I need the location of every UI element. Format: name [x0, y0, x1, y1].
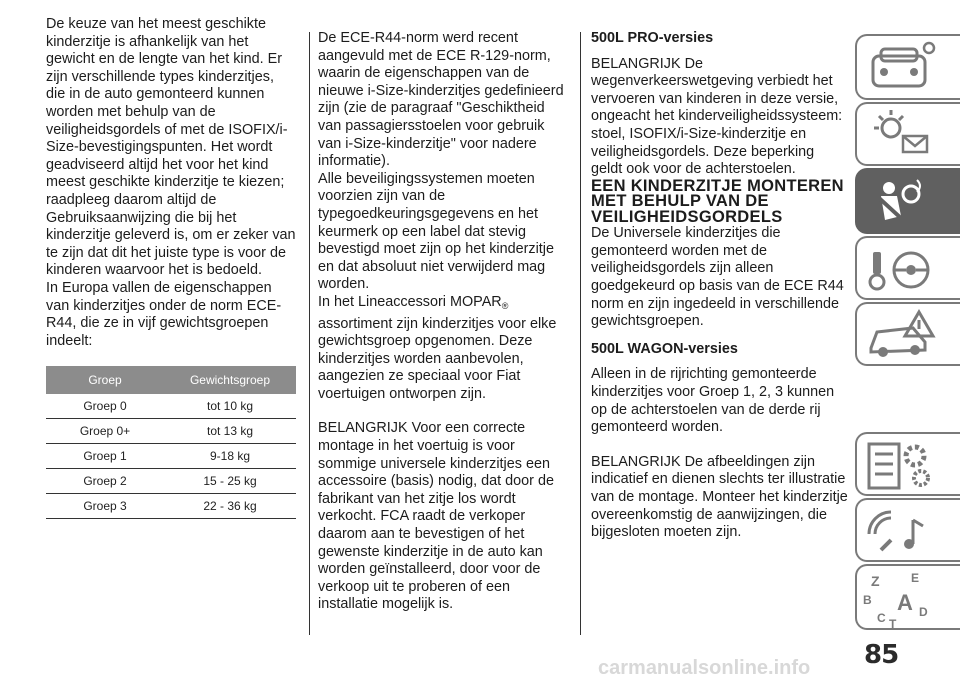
table-cell-group: Groep 0+ [46, 419, 164, 444]
car-breakdown-icon [857, 304, 960, 368]
mopar-text-continued: assortiment zijn kinderzitjes voor elke gewichtsgroep opgenomen. Deze kinderzitjes worden aanbevolen, aangezien ze speciaal voor Fiat voertuigen ontworpen zijn. [318, 315, 557, 402]
tab-index[interactable] [855, 564, 960, 630]
table-cell-weight: 9-18 kg [164, 444, 296, 469]
maintenance-checklist-icon [857, 434, 960, 498]
table-row [46, 494, 296, 519]
weight-groups-table [46, 366, 296, 519]
table-row [46, 469, 296, 494]
wagon-heading: 500L WAGON-versies [591, 340, 738, 357]
tab-maintenance[interactable] [855, 432, 960, 496]
tab-emergency[interactable] [855, 302, 960, 366]
table-row [46, 419, 296, 444]
section-heading: EEN KINDERZITJE MONTEREN MET BEHULP VAN DE VEILIGHEIDSGORDELS [591, 176, 844, 226]
label-paragraph: Alle beveiligingssystemen moeten voorzien zijn van de typegoedkeuringsgegevens en het keurmerk op een label dat stevig bevestigd moet zijn op het kinderzitje en dat absoluut niet verwijderd mag worden. [318, 170, 554, 293]
watermark: carmanualsonline.info [598, 657, 811, 679]
table-header-weight: Gewichtsgroep [164, 366, 296, 394]
table-row [46, 394, 296, 419]
key-steering-wheel-icon [857, 238, 960, 302]
important-paragraph: BELANGRIJK Voor een correcte montage in het voertuig is voor sommige universele kinderzitjes een accessoire (basis) nodig, dat door de fabrikant van het zitje los wordt verkocht. FCA raadt de verkoper daarom aan te bevestigen of het gewenste kinderzitje in de auto kan worden geïnstalleerd, door voor de verkoop uit te proberen of een installatie mogelijk is. [318, 420, 554, 613]
index-letter: E [911, 571, 920, 585]
mopar-paragraph [318, 294, 570, 404]
index-letter: D [919, 605, 928, 619]
table-header-row [46, 366, 296, 394]
pro-heading: 500L PRO-versies [591, 30, 714, 46]
table-cell-weight: 22 - 36 kg [164, 494, 296, 519]
multimedia-icon [857, 500, 960, 564]
wagon-paragraph: Alleen in de rijrichting gemonteerde kinderzitjes voor Groep 1, 2, 3 kunnen op de achterstoelen van de derde rij gemonteerd worden. [591, 366, 835, 436]
mopar-text: In het Lineaccessori MOPAR [318, 293, 502, 310]
pro-paragraph: BELANGRIJK De wegenverkeerswetgeving verbiedt het vervoeren van kinderen in deze versie, ongeacht het kinderveiligheidssysteem: stoel, ISOFIX/i-Size-kinderzitje en veiligheidsgordels. Deze beperking geldt ook voor de achterstoelen. [591, 55, 843, 178]
r129-paragraph: De ECE-R44-norm werd recent aangevuld met de ECE R-129-norm, waarin de eigenschappen van de nieuwe i-Size-kinderzitjes gedefinieerd zijn (zie de paragraaf "Geschiktheid van passagiersstoelen voor gebruik van i-Size-kinderzitje" voor nadere informatie). [318, 30, 564, 170]
index-letter: T [889, 617, 897, 631]
car-dashboard-icon [857, 36, 960, 102]
universal-paragraph: De Universele kinderzitjes die gemonteerd worden met de veiligheidsgordels zijn alleen goedgekeurd op basis van de ECE R44 norm en zijn ingedeeld in verschillende gewichtsgroepen. [591, 225, 844, 330]
page-number: 85 [864, 640, 899, 670]
column-left [46, 16, 296, 350]
table-cell-weight: tot 10 kg [164, 394, 296, 419]
tab-safety[interactable] [855, 168, 960, 234]
column-right [591, 30, 849, 542]
europe-paragraph: In Europa vallen de eigenschappen van kinderzitjes onder de norm ECE-R44, die ze in vijf gewichtsgroepen indeelt: [46, 279, 282, 349]
index-letter: Z [871, 573, 880, 589]
tab-dashboard[interactable] [855, 34, 960, 100]
table-row [46, 444, 296, 469]
warning-lights-icon [857, 104, 960, 168]
column-divider [580, 32, 581, 635]
table-header-group: Groep [46, 366, 164, 394]
table-cell-group: Groep 2 [46, 469, 164, 494]
alphabetical-index-icon [857, 566, 960, 632]
table-cell-group: Groep 0 [46, 394, 164, 419]
tab-starting-driving[interactable] [855, 236, 960, 300]
index-letter: C [877, 611, 886, 625]
column-middle [318, 30, 570, 614]
figures-paragraph: BELANGRIJK De afbeeldingen zijn indicatief en dienen slechts ter illustratie van de montage. Monteer het kinderzitje overeenkomstig de aanwijzingen, die bijgesloten moeten zijn. [591, 453, 848, 541]
tab-multimedia[interactable] [855, 498, 960, 562]
table-cell-group: Groep 3 [46, 494, 164, 519]
tab-warning-lights[interactable] [855, 102, 960, 166]
table-cell-group: Groep 1 [46, 444, 164, 469]
table-cell-weight: tot 13 kg [164, 419, 296, 444]
column-divider [309, 32, 310, 635]
index-letter: A [897, 590, 913, 615]
index-letter: B [863, 593, 872, 607]
seat-airbag-icon [857, 170, 960, 236]
registered-mark: ® [501, 300, 509, 311]
table-cell-weight: 15 - 25 kg [164, 469, 296, 494]
intro-paragraph: De keuze van het meest geschikte kinderzitje is afhankelijk van het gewicht en de lengte van het kind. Er zijn verschillende types kinderzitjes, die in de auto gemonteerd kunnen worden met behulp van de veiligheidsgordels of met de ISOFIX/i-Size-bevestigingspunten. Het wordt geadviseerd altijd het voor het kind meest geschikte kinderzitje te kiezen; raadpleeg daarom altijd de Gebruiksaanwijzing die bij het kinderzitje geleverd is, om er zeker van te zijn dat dit het juiste type is voor de kinderen waarvoor het is bedoeld. [46, 16, 296, 279]
